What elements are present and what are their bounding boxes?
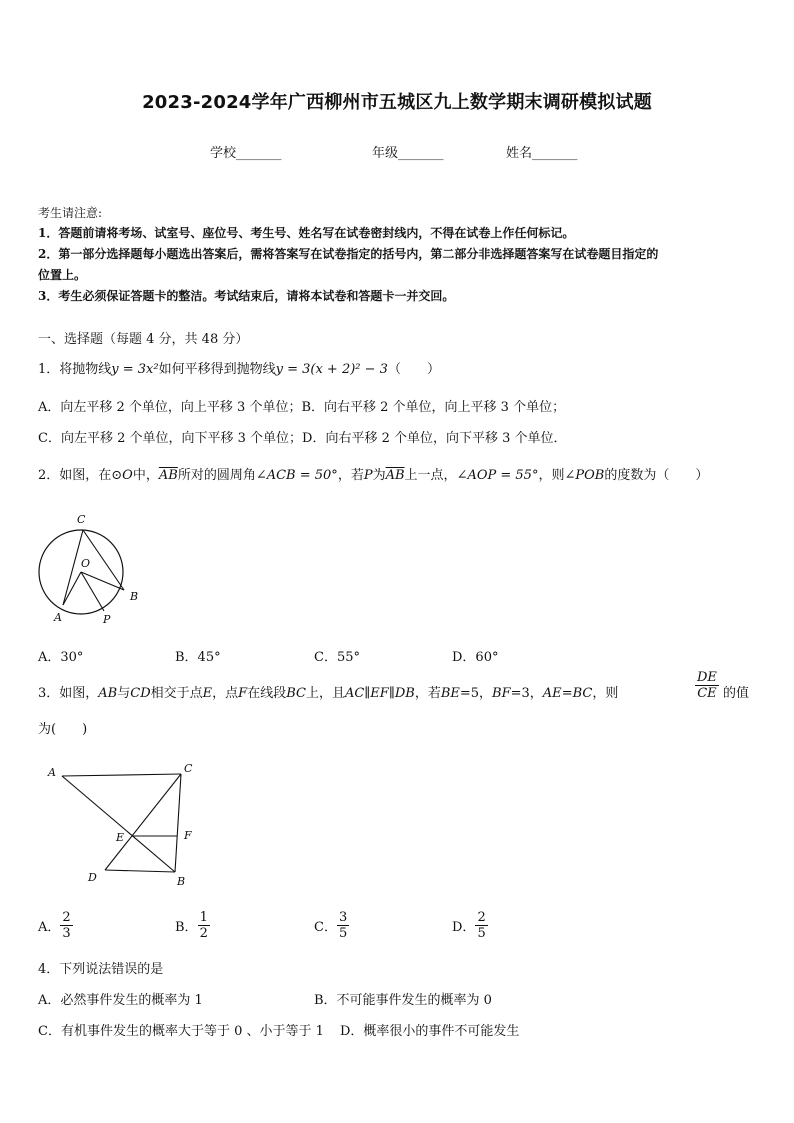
- q3-label-f: F: [184, 829, 192, 842]
- question-3-stem: [38, 682, 618, 701]
- q1-text-b: 如何平移得到抛物线: [158, 362, 276, 377]
- page-title: 2023-2024学年广西柳州市五城区九上数学期末调研模拟试题: [142, 92, 652, 113]
- section-heading: 一、选择题（每题 4 分，共 48 分）: [38, 332, 249, 347]
- q3-option-c-num: 3: [338, 910, 348, 925]
- q2-segment-ca: [63, 530, 83, 605]
- q2-circle-o: O: [122, 468, 133, 483]
- name-field: [506, 142, 578, 161]
- q2-angle-pob: ∠POB: [564, 468, 605, 483]
- grade-label: 年级: [372, 146, 399, 161]
- q1-expr-1: y = 3x²: [111, 362, 159, 377]
- q3-text-l: 的值: [723, 686, 750, 701]
- q3-option-b-den: 2: [199, 926, 208, 941]
- q3-option-b-label: B．: [175, 920, 198, 935]
- q3-label-c: C: [184, 762, 193, 775]
- q2-label-p: P: [103, 613, 111, 626]
- q2-text-d: ，若: [337, 468, 364, 483]
- q3-label-a: A: [48, 766, 56, 779]
- q3-label-d: D: [88, 871, 97, 884]
- q2-angle-aop: ∠AOP = 55°: [456, 468, 539, 483]
- notice-heading: 考生请注意:: [38, 206, 103, 220]
- q3-e: E: [202, 686, 213, 701]
- q2-circle-figure: [36, 508, 156, 628]
- q3-be: BE: [440, 686, 460, 701]
- school-label: 学校: [210, 146, 237, 161]
- grade-blank: _______: [398, 146, 444, 161]
- q3-figure: [40, 758, 210, 890]
- q3-option-d-num: 2: [477, 910, 486, 925]
- q2-label-b: B: [130, 590, 139, 603]
- q2-text-e: 为: [372, 468, 386, 483]
- q3-text-a: 3．如图，: [38, 686, 99, 701]
- q1-options-cd: C．向左平移 2 个单位，向下平移 3 个单位；D．向右平移 2 个单位，向下平移 3 个单位．: [38, 431, 567, 446]
- q3-label-b: B: [177, 875, 186, 888]
- q1-text-a: 1．将抛物线: [38, 362, 112, 377]
- question-4-stem: 4．下列说法错误的是: [38, 962, 164, 977]
- q3-option-b-num: 1: [199, 910, 208, 925]
- q3-ae: AE: [542, 686, 562, 701]
- q2-arc-ab: $\overline{AB}$: [158, 468, 178, 483]
- name-blank: _______: [532, 146, 578, 161]
- q2-option-c: C．55°: [314, 650, 360, 665]
- q3-text-d: ，点: [212, 686, 239, 701]
- q3-fraction-num: DE: [697, 670, 717, 685]
- q4-option-b: B．不可能事件发生的概率为 0: [314, 993, 492, 1008]
- q3-option-a-num: 2: [62, 910, 71, 925]
- q2-option-a: A．30°: [38, 650, 84, 665]
- q4-option-a: A．必然事件发生的概率为 1: [38, 993, 203, 1008]
- notice-item-3: 3．考生必须保证答题卡的整洁。考试结束后，请将本试卷和答题卡一并交回。: [38, 289, 455, 303]
- q3-option-d-den: 5: [477, 926, 486, 941]
- q2-text-a: 2．如图，在⊙: [38, 468, 123, 483]
- q2-point-p: P: [363, 468, 373, 483]
- q3-segment-cb: [175, 774, 181, 872]
- q2-text-b: 中，: [132, 468, 159, 483]
- q3-f: F: [238, 686, 248, 701]
- q3-text-f: 上，且: [305, 686, 345, 701]
- q2-option-d: D．60°: [452, 650, 499, 665]
- q3-bc: BC: [286, 686, 306, 701]
- q1-paren: （ ）: [387, 362, 440, 377]
- question-1-stem: [38, 358, 440, 377]
- q3-option-c-den: 5: [338, 926, 348, 941]
- q3-option-d-label: D．: [452, 920, 476, 935]
- q3-option-d: [452, 910, 488, 941]
- q3-option-a: [38, 910, 73, 941]
- q3-text-e: 在线段: [247, 686, 287, 701]
- q1-options-ab: A．向左平移 2 个单位，向上平移 3 个单位；B．向右平移 2 个单位，向上平移 3 个单位；: [38, 400, 566, 415]
- q2-angle-acb: ∠ACB = 50°: [255, 468, 338, 483]
- q3-label-e: E: [116, 831, 125, 844]
- q4-option-d: D．概率很小的事件不可能发生: [340, 1024, 520, 1039]
- q2-segment-oa: [63, 572, 81, 605]
- q2-label-a: A: [54, 611, 62, 624]
- q2-arc-ab-2: $\overline{AB}$: [385, 468, 405, 483]
- q3-option-c-label: C．: [314, 920, 337, 935]
- q3-option-a-label: A．: [38, 920, 61, 935]
- q3-text-c: 相交于点: [150, 686, 203, 701]
- q2-text-h: 的度数为（ ）: [604, 468, 709, 483]
- q3-parallel: AC∥EF∥DB: [344, 686, 415, 701]
- q2-text-f: 上一点，: [404, 468, 457, 483]
- notice-item-2-cont: 位置上。: [38, 268, 87, 282]
- q2-label-c: C: [77, 513, 86, 526]
- q3-ab: AB: [98, 686, 118, 701]
- q3-option-a-den: 3: [62, 926, 71, 941]
- q3-text-i: =3，: [510, 686, 543, 701]
- q3-text-j: =: [561, 686, 573, 701]
- q2-segment-op: [81, 572, 104, 611]
- q4-option-c: C．有机事件发生的概率大于等于 0 、小于等于 1: [38, 1024, 324, 1039]
- school-blank: _______: [236, 146, 282, 161]
- q2-option-b: B．45°: [175, 650, 221, 665]
- q3-text-b: 与: [117, 686, 131, 701]
- q3-text-g: ，若: [414, 686, 441, 701]
- q2-text-c: 所对的圆周角: [177, 468, 256, 483]
- q3-fraction: [695, 670, 719, 701]
- q3-segment-ab: [62, 776, 175, 872]
- q3-option-c: [314, 910, 349, 941]
- question-2-stem: [38, 464, 708, 483]
- notice-item-1: 1．答题前请将考场、试室号、座位号、考生号、姓名写在试卷密封线内，不得在试卷上作任何标记。: [38, 226, 575, 240]
- name-label: 姓名: [506, 146, 533, 161]
- q3-text-h: =5，: [459, 686, 493, 701]
- q1-expr-2: y = 3(x + 2)² − 3: [275, 362, 388, 377]
- notice-item-2: 2．第一部分选择题每小题选出答案后，需将答案写在试卷指定的括号内，第二部分非选择题答案写在试卷题目指定的: [38, 247, 659, 261]
- q2-label-o: O: [81, 557, 91, 570]
- q3-bc-2: BC: [572, 686, 593, 701]
- school-field: [210, 142, 282, 161]
- q3-segment-ac: [62, 774, 181, 776]
- grade-field: [372, 142, 444, 161]
- q3-text-k: ，则: [592, 686, 619, 701]
- q3-option-b: [175, 910, 210, 941]
- q3-line-2: 为( ): [38, 722, 88, 737]
- q3-bf: BF: [492, 686, 511, 701]
- q3-segment-db: [105, 870, 175, 872]
- q2-text-g: ，则: [538, 468, 565, 483]
- q3-cd: CD: [130, 686, 151, 701]
- q3-fraction-den: CE: [697, 686, 717, 701]
